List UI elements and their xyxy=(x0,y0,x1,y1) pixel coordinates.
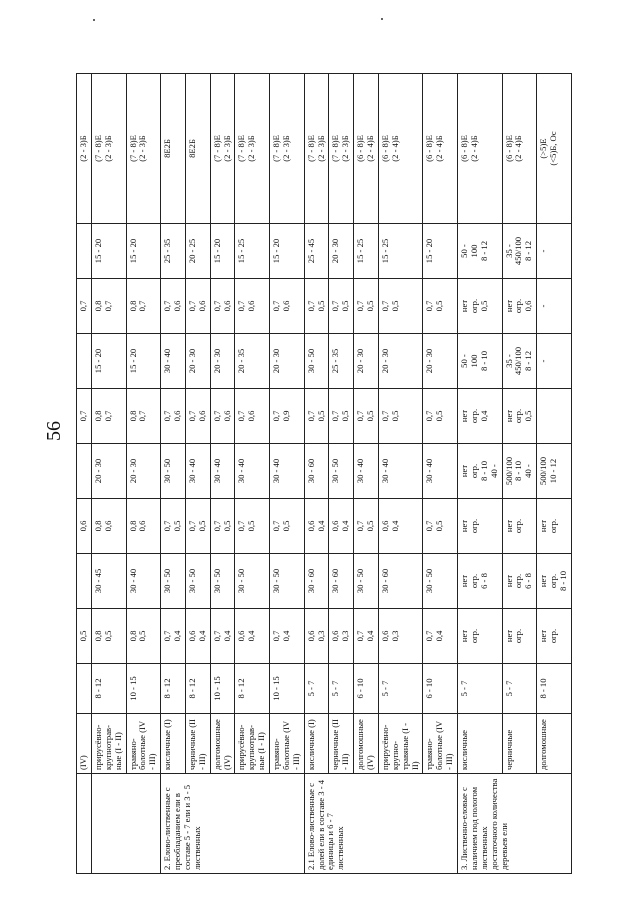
rotated-table-container xyxy=(76,74,568,874)
value-cell: 0,7 0,5 xyxy=(329,279,354,334)
value-cell: 0,7 0,5 xyxy=(378,389,423,444)
value-cell: нет огр. xyxy=(502,609,537,664)
forest-standards-table xyxy=(76,73,572,874)
value-cell: 0,7 0,6 xyxy=(185,279,210,334)
table-row xyxy=(423,74,458,874)
value-cell: нет огр. xyxy=(502,499,537,554)
value-cell: 20 - 35 xyxy=(235,334,270,389)
table-row xyxy=(126,74,161,874)
value-cell: 0,6 0,4 xyxy=(304,499,329,554)
value-cell: 50 - 100 8 - 10 xyxy=(458,334,503,389)
value-cell: 8 - 12 xyxy=(185,664,210,714)
header-subtype-cell: (IV) xyxy=(77,714,92,774)
value-cell: 15 - 25 xyxy=(354,224,379,279)
value-cell: 50 - 100 8 - 12 xyxy=(458,224,503,279)
value-cell: 0,7 0,6 xyxy=(235,389,270,444)
value-cell: 0,6 0,3 xyxy=(329,609,354,664)
value-cell: нет огр. 0,5 xyxy=(458,279,503,334)
value-cell: 10 - 15 xyxy=(270,664,305,714)
value-cell: (7 - 8)Е (2 - 3)Б xyxy=(235,74,270,224)
value-cell: 30 - 50 xyxy=(354,554,379,609)
value-cell: нет огр. 6 - 8 xyxy=(502,554,537,609)
value-cell: 15 - 20 xyxy=(126,224,161,279)
value-cell: 0,7 0,6 xyxy=(210,389,235,444)
header-cell: 0,7 xyxy=(77,389,92,444)
value-cell: 20 - 25 xyxy=(185,224,210,279)
value-cell: (6 - 8)Е (2 - 4)Б xyxy=(502,74,537,224)
value-cell: 30 - 60 xyxy=(378,554,423,609)
value-cell: 0,7 0,6 xyxy=(235,279,270,334)
value-cell: 0,8 0,6 xyxy=(126,499,161,554)
table-row xyxy=(502,74,537,874)
value-cell: 0,8 0,6 xyxy=(91,499,126,554)
value-cell: нет огр. 0,5 xyxy=(502,389,537,444)
value-cell: 30 - 50 xyxy=(423,554,458,609)
forest-type-cell: травяно-болотные (IV - III) xyxy=(126,714,161,774)
forest-type-cell: кисличные xyxy=(458,714,503,774)
value-cell xyxy=(537,389,572,444)
value-cell: 0,7 0,5 xyxy=(304,279,329,334)
value-cell: 15 - 20 xyxy=(423,224,458,279)
header-category-cell xyxy=(77,774,92,874)
value-cell: 0,7 0,5 xyxy=(304,389,329,444)
header-cell xyxy=(77,664,92,714)
value-cell: 25 - 45 xyxy=(304,224,329,279)
value-cell: 35 - 450/100 8 - 12 xyxy=(502,334,537,389)
value-cell: 20 - 30 xyxy=(185,334,210,389)
value-cell: нет огр. xyxy=(458,499,503,554)
value-cell: 30 - 60 xyxy=(304,554,329,609)
header-cell xyxy=(77,554,92,609)
category-cell: 2. Елово-лиственные с преобладанием ели в составе 5 - 7 ели и 3 - 5 лиственных xyxy=(161,774,305,874)
value-cell: 0,7 0,5 xyxy=(354,279,379,334)
value-cell: 15 - 20 xyxy=(91,224,126,279)
value-cell: 20 - 30 xyxy=(378,334,423,389)
table-row xyxy=(354,74,379,874)
header-cell: 0,7 xyxy=(77,279,92,334)
value-cell: 30 - 50 xyxy=(329,444,354,499)
value-cell: 25 - 35 xyxy=(161,224,186,279)
value-cell: 0,8 0,7 xyxy=(91,389,126,444)
value-cell: 8Е2Б xyxy=(161,74,186,224)
value-cell: 35 - 450/100 8 - 12 xyxy=(502,224,537,279)
value-cell: 0,7 0,5 xyxy=(161,499,186,554)
value-cell: (7 - 8)Е (2 - 3)Б xyxy=(91,74,126,224)
value-cell: 0,7 0,5 xyxy=(185,499,210,554)
value-cell: 0,8 0,7 xyxy=(126,389,161,444)
value-cell: 0,7 0,4 xyxy=(423,609,458,664)
value-cell: 30 - 50 xyxy=(235,554,270,609)
value-cell: 500/100 10 - 12 xyxy=(537,444,572,499)
value-cell: 15 - 20 xyxy=(210,224,235,279)
value-cell: 30 - 60 xyxy=(304,444,329,499)
value-cell: 20 - 30 xyxy=(126,444,161,499)
value-cell: 25 - 35 xyxy=(329,334,354,389)
value-cell: (6 - 8)Е (2 - 4)Б xyxy=(354,74,379,224)
value-cell: 10 - 15 xyxy=(210,664,235,714)
forest-type-cell: долгомошные (IV) xyxy=(210,714,235,774)
value-cell: (7 - 8)Е (2 - 3)Б xyxy=(270,74,305,224)
value-cell: 0,6 0,4 xyxy=(329,499,354,554)
value-cell: 30 - 40 xyxy=(126,554,161,609)
value-cell: 0,7 0,5 xyxy=(235,499,270,554)
value-cell: нет огр. xyxy=(458,609,503,664)
value-cell: (7 - 8)Е (2 - 3)Б xyxy=(126,74,161,224)
value-cell: 30 - 40 xyxy=(185,444,210,499)
value-cell: 0,7 0,5 xyxy=(354,389,379,444)
value-cell: нет огр. 0,6 xyxy=(502,279,537,334)
value-cell: нет огр. 8 - 10 xyxy=(537,554,572,609)
value-cell: 0,7 0,6 xyxy=(185,389,210,444)
header-cell: 0,6 xyxy=(77,499,92,554)
value-cell: 8 - 12 xyxy=(161,664,186,714)
forest-type-cell: черничные (II - III) xyxy=(329,714,354,774)
category-cell: 2.1 Елово-лиственные с долей ели в составе 3 - 4 единицы и 6 - 7 лиственных xyxy=(304,774,457,874)
value-cell: 15 - 20 xyxy=(126,334,161,389)
forest-type-cell: прирусёвно-крупно-травяные (I - II) xyxy=(378,714,423,774)
value-cell: 8Е2Б xyxy=(185,74,210,224)
value-cell: - xyxy=(537,334,572,389)
value-cell: 5 - 7 xyxy=(458,664,503,714)
value-cell: 0,7 0,5 xyxy=(423,279,458,334)
value-cell: 15 - 20 xyxy=(270,224,305,279)
value-cell: 0,6 0,3 xyxy=(304,609,329,664)
forest-type-cell: черничные (II - III) xyxy=(185,714,210,774)
value-cell: 0,7 0,4 xyxy=(354,609,379,664)
category-cell: 3. Лиственно-еловые с наличием под пологом лиственных достаточного количества деревьев ели xyxy=(458,774,572,874)
page-number: 56 xyxy=(43,421,65,441)
forest-type-cell: прирусёвно-крупнотрав-ные (I - II) xyxy=(91,714,126,774)
value-cell: 0,6 0,3 xyxy=(378,609,423,664)
value-cell: (>5)Е (<5)Б, Ос xyxy=(537,74,572,224)
value-cell: 30 - 40 xyxy=(161,334,186,389)
value-cell: 0,7 0,6 xyxy=(270,279,305,334)
forest-type-cell: долгомошные xyxy=(537,714,572,774)
value-cell: 0,7 0,5 xyxy=(210,499,235,554)
value-cell: 0,7 0,6 xyxy=(161,279,186,334)
value-cell: 8 - 12 xyxy=(91,664,126,714)
table-row xyxy=(210,74,235,874)
table-row xyxy=(235,74,270,874)
value-cell: 10 - 15 xyxy=(126,664,161,714)
value-cell: 15 - 20 xyxy=(91,334,126,389)
value-cell: (6 - 8)Е (2 - 4)Б xyxy=(423,74,458,224)
value-cell: 30 - 50 xyxy=(185,554,210,609)
value-cell: нет огр. xyxy=(537,609,572,664)
value-cell: 8 - 10 xyxy=(537,664,572,714)
value-cell: 5 - 7 xyxy=(304,664,329,714)
value-cell: нет огр. 0,4 xyxy=(458,389,503,444)
value-cell: 5 - 7 xyxy=(378,664,423,714)
value-cell: 500/100 8 - 10 40 - xyxy=(502,444,537,499)
value-cell: 20 - 30 xyxy=(210,334,235,389)
forest-type-cell: травяно-болотные (IV - III) xyxy=(423,714,458,774)
value-cell: 0,7 0,5 xyxy=(378,279,423,334)
header-cell: 0,5 xyxy=(77,609,92,664)
value-cell: 30 - 40 xyxy=(378,444,423,499)
header-cell: (2 - 3)Б xyxy=(77,74,92,224)
value-cell: 0,8 0,7 xyxy=(91,279,126,334)
value-cell: 0,7 0,4 xyxy=(161,609,186,664)
value-cell: 6 - 10 xyxy=(354,664,379,714)
table-row xyxy=(329,74,354,874)
value-cell: нет огр. xyxy=(537,499,572,554)
scan-speck xyxy=(381,18,383,20)
header-cell xyxy=(77,224,92,279)
table-row xyxy=(458,74,503,874)
table-row xyxy=(304,74,329,874)
value-cell: 30 - 50 xyxy=(161,444,186,499)
value-cell: 0,6 0,4 xyxy=(185,609,210,664)
value-cell: 20 - 30 xyxy=(354,334,379,389)
value-cell: 0,8 0,5 xyxy=(91,609,126,664)
scan-speck xyxy=(93,19,95,21)
value-cell: 0,7 0,5 xyxy=(270,499,305,554)
value-cell: 0,6 0,4 xyxy=(378,499,423,554)
forest-type-cell: черничные xyxy=(502,714,537,774)
value-cell: 0,7 0,5 xyxy=(329,389,354,444)
value-cell: 30 - 40 xyxy=(354,444,379,499)
table-row xyxy=(185,74,210,874)
value-cell: (6 - 8)Е (2 - 4)Б xyxy=(378,74,423,224)
value-cell: 20 - 30 xyxy=(270,334,305,389)
value-cell: нет огр. 6 - 8 xyxy=(458,554,503,609)
table-row xyxy=(378,74,423,874)
value-cell: 0,7 0,4 xyxy=(270,609,305,664)
value-cell: 0,7 0,6 xyxy=(210,279,235,334)
value-cell: 0,7 0,5 xyxy=(354,499,379,554)
value-cell: 8 - 12 xyxy=(235,664,270,714)
header-cell xyxy=(77,334,92,389)
table-row xyxy=(537,74,572,874)
value-cell: 0,6 0,4 xyxy=(235,609,270,664)
value-cell: нет огр. 8 - 10 40 - xyxy=(458,444,503,499)
value-cell: (7 - 8)Е (2 - 3)Б xyxy=(304,74,329,224)
value-cell: 15 - 25 xyxy=(378,224,423,279)
value-cell: 0,7 0,5 xyxy=(423,389,458,444)
value-cell: 15 - 25 xyxy=(235,224,270,279)
value-cell: 0,8 0,5 xyxy=(126,609,161,664)
value-cell: 20 - 30 xyxy=(423,334,458,389)
value-cell: 0,7 0,9 xyxy=(270,389,305,444)
value-cell: 0,7 0,4 xyxy=(210,609,235,664)
value-cell: - xyxy=(537,279,572,334)
value-cell: - xyxy=(537,224,572,279)
value-cell: 20 - 30 xyxy=(91,444,126,499)
table-row xyxy=(270,74,305,874)
value-cell: 30 - 40 xyxy=(235,444,270,499)
forest-type-cell: прирусёвно-крупнотрав-ные (I - II) xyxy=(235,714,270,774)
value-cell: 30 - 60 xyxy=(329,554,354,609)
value-cell: 30 - 50 xyxy=(161,554,186,609)
table-row xyxy=(161,74,186,874)
forest-type-cell: кисличные (I) xyxy=(304,714,329,774)
table-row xyxy=(91,74,126,874)
value-cell: 30 - 50 xyxy=(304,334,329,389)
value-cell: 20 - 30 xyxy=(329,224,354,279)
forest-type-cell: травяно-болотные (IV - III) xyxy=(270,714,305,774)
value-cell: 30 - 40 xyxy=(210,444,235,499)
forest-type-cell: кисличные (I) xyxy=(161,714,186,774)
value-cell: 0,7 0,5 xyxy=(423,499,458,554)
value-cell: 30 - 40 xyxy=(423,444,458,499)
value-cell: 0,8 0,7 xyxy=(126,279,161,334)
forest-type-cell: долгомошные (IV) xyxy=(354,714,379,774)
value-cell: (6 - 8)Е (2 - 4)Б xyxy=(458,74,503,224)
value-cell: 5 - 7 xyxy=(502,664,537,714)
table-body xyxy=(77,74,572,874)
value-cell: 30 - 45 xyxy=(91,554,126,609)
header-cell xyxy=(77,444,92,499)
value-cell: 30 - 50 xyxy=(210,554,235,609)
value-cell: (7 - 8)Е (2 - 3)Б xyxy=(210,74,235,224)
value-cell: 6 - 10 xyxy=(423,664,458,714)
value-cell: 30 - 40 xyxy=(270,444,305,499)
value-cell: 0,7 0,6 xyxy=(161,389,186,444)
category-cell xyxy=(91,774,160,874)
value-cell: 30 - 50 xyxy=(270,554,305,609)
value-cell: (7 - 8)Е (2 - 3)Б xyxy=(329,74,354,224)
value-cell: 5 - 7 xyxy=(329,664,354,714)
table-header-row xyxy=(77,74,92,874)
